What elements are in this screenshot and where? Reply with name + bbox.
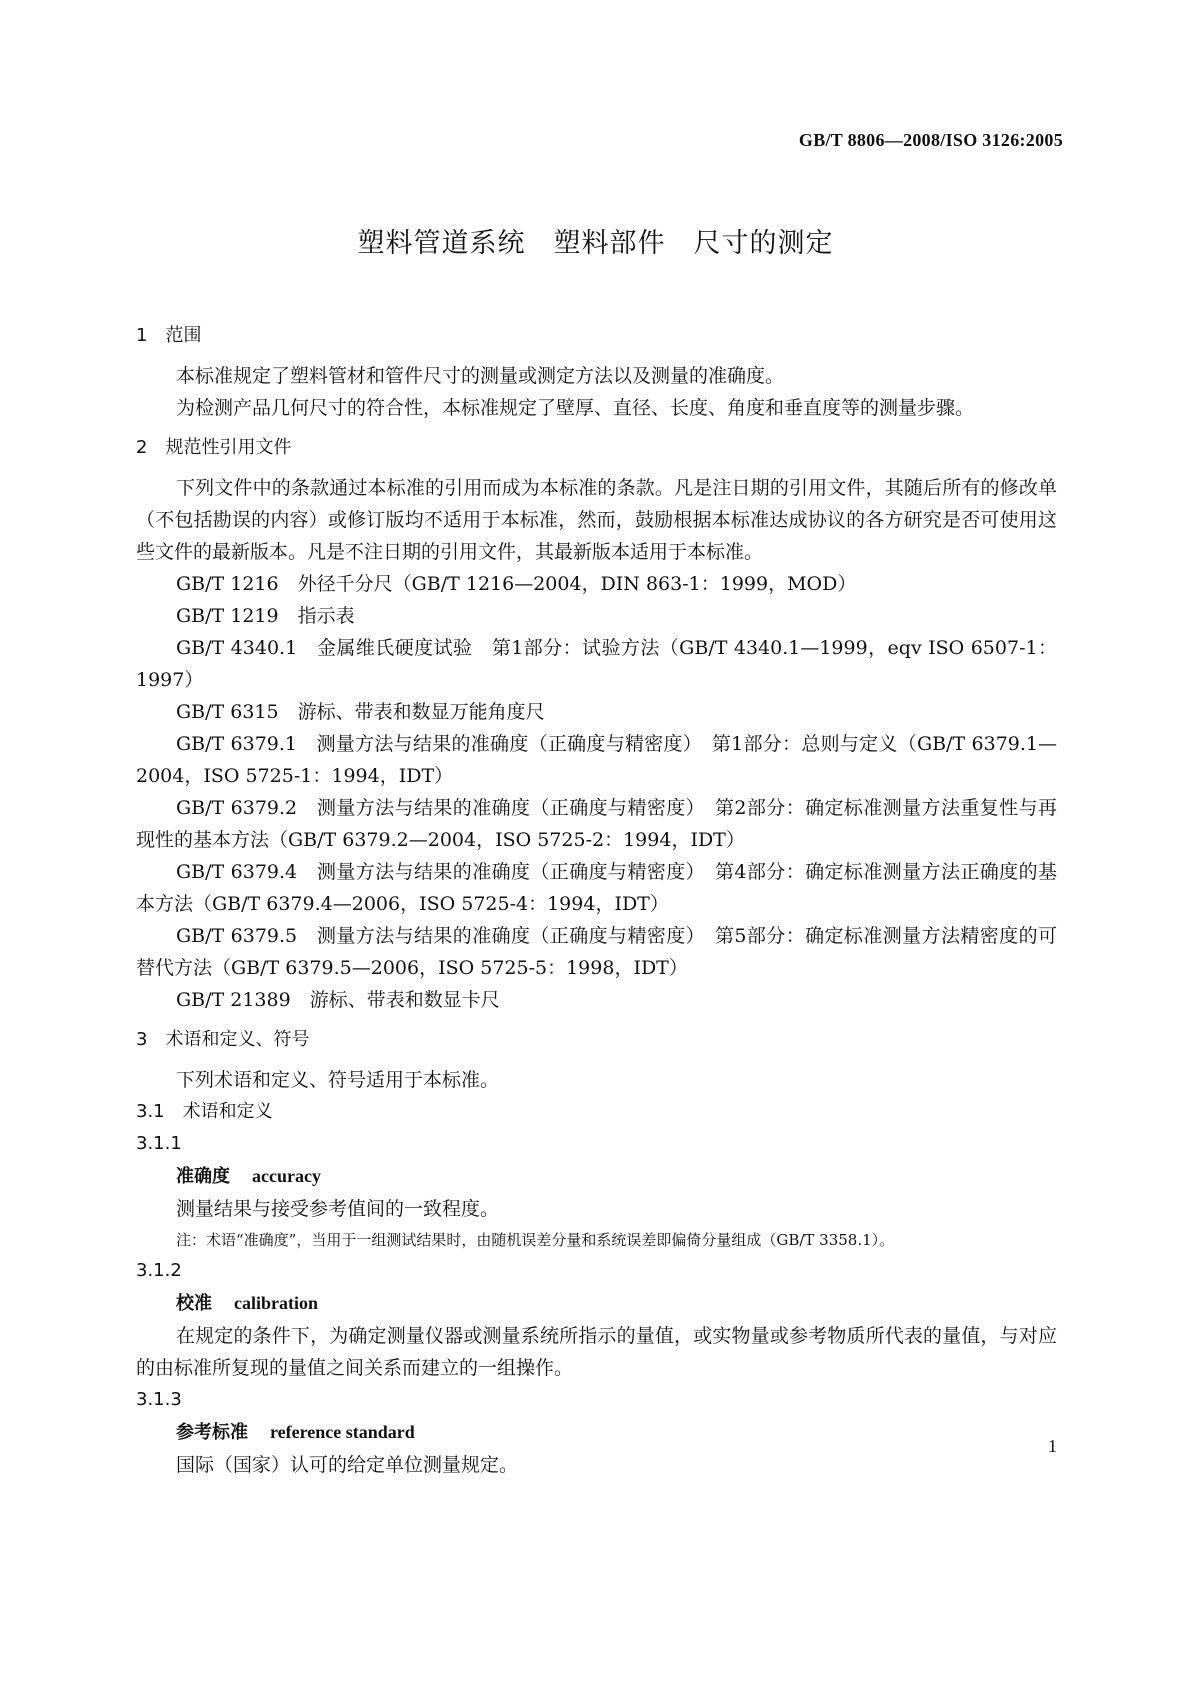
reference-item: GB/T 6379.5 测量方法与结果的准确度（正确度与精密度） 第5部分：确定标准测量方法精密度的可替代方法（GB/T 6379.5—2006，ISO 5725-5：1998，IDT） bbox=[136, 925, 1057, 979]
reference-item: GB/T 6315 游标、带表和数显万能角度尺 bbox=[176, 701, 545, 723]
term-title bbox=[136, 1160, 1057, 1193]
document-body bbox=[136, 322, 1057, 1481]
term-definition: 测量结果与接受参考值间的一致程度。 bbox=[176, 1198, 500, 1220]
reference-item: GB/T 6379.1 测量方法与结果的准确度（正确度与精密度） 第1部分：总则与定义（GB/T 6379.1—2004，ISO 5725-1：1994，IDT） bbox=[136, 733, 1057, 787]
section-heading-scope: 1 范围 bbox=[136, 325, 202, 346]
reference-item: GB/T 6379.4 测量方法与结果的准确度（正确度与精密度） 第4部分：确定标准测量方法正确度的基本方法（GB/T 6379.4—2006，ISO 5725-4：1994，IDT） bbox=[136, 861, 1057, 915]
document-title: 塑料管道系统 塑料部件 尺寸的测定 bbox=[357, 228, 834, 259]
references-intro-paragraph: 下列文件中的条款通过本标准的引用而成为本标准的条款。凡是注日期的引用文件，其随后所有的修改单（不包括勘误的内容）或修订版均不适用于本标准，然而，鼓励根据本标准达成协议的各方研究是否可使用这些文件的最新版本。凡是不注日期的引用文件，其最新版本适用于本标准。 bbox=[136, 477, 1057, 563]
term-english: calibration bbox=[234, 1293, 318, 1313]
reference-item: GB/T 6379.2 测量方法与结果的准确度（正确度与精密度） 第2部分：确定标准测量方法重复性与再现性的基本方法（GB/T 6379.2—2004，ISO 5725-2：1994，IDT） bbox=[136, 797, 1057, 851]
term-note: 注：术语“准确度”，当用于一组测试结果时，由随机误差分量和系统误差即偏倚分量组成（GB/T 3358.1）。 bbox=[176, 1231, 895, 1249]
reference-item: GB/T 1219 指示表 bbox=[176, 605, 355, 627]
scope-paragraph: 为检测产品几何尺寸的符合性，本标准规定了壁厚、直径、长度、角度和垂直度等的测量步骤。 bbox=[176, 397, 975, 419]
term-chinese: 参考标准 bbox=[176, 1422, 248, 1443]
term-english: reference standard bbox=[270, 1422, 415, 1442]
section-normative-references bbox=[136, 434, 1057, 1016]
term-number: 3.1.2 bbox=[136, 1260, 182, 1281]
term-entry bbox=[136, 1384, 1057, 1481]
term-definition: 国际（国家）认可的给定单位测量规定。 bbox=[176, 1454, 519, 1476]
section-heading-terms-definitions: 3 术语和定义、符号 bbox=[136, 1029, 310, 1050]
section-terms-definitions bbox=[136, 1026, 1057, 1481]
section-heading-normative-references: 2 规范性引用文件 bbox=[136, 437, 292, 458]
term-title bbox=[136, 1287, 1057, 1320]
term-entry bbox=[136, 1128, 1057, 1255]
term-chinese: 校准 bbox=[176, 1293, 212, 1314]
reference-item: GB/T 4340.1 金属维氏硬度试验 第1部分：试验方法（GB/T 4340.1—1999，eqv ISO 6507-1：1997） bbox=[136, 637, 1057, 691]
subsection-heading-terms: 3.1 术语和定义 bbox=[136, 1101, 273, 1122]
scope-paragraph: 本标准规定了塑料管材和管件尺寸的测量或测定方法以及测量的准确度。 bbox=[176, 365, 785, 387]
standard-code-header: GB/T 8806—2008/ISO 3126:2005 bbox=[798, 130, 1063, 150]
reference-item: GB/T 1216 外径千分尺（GB/T 1216—2004，DIN 863-1：1999，MOD） bbox=[176, 573, 857, 595]
page-number: 1 bbox=[1048, 1436, 1057, 1456]
term-number: 3.1.3 bbox=[136, 1389, 182, 1410]
term-english: accuracy bbox=[252, 1166, 321, 1186]
term-entry bbox=[136, 1255, 1057, 1384]
reference-item: GB/T 21389 游标、带表和数显卡尺 bbox=[176, 989, 500, 1011]
section-scope bbox=[136, 322, 1057, 424]
term-title bbox=[136, 1416, 1057, 1449]
term-number: 3.1.1 bbox=[136, 1133, 182, 1154]
term-chinese: 准确度 bbox=[176, 1166, 230, 1187]
terms-intro-paragraph: 下列术语和定义、符号适用于本标准。 bbox=[176, 1069, 500, 1091]
term-definition: 在规定的条件下，为确定测量仪器或测量系统所指示的量值，或实物量或参考物质所代表的量值，与对应的由标准所复现的量值之间关系而建立的一组操作。 bbox=[136, 1325, 1057, 1379]
